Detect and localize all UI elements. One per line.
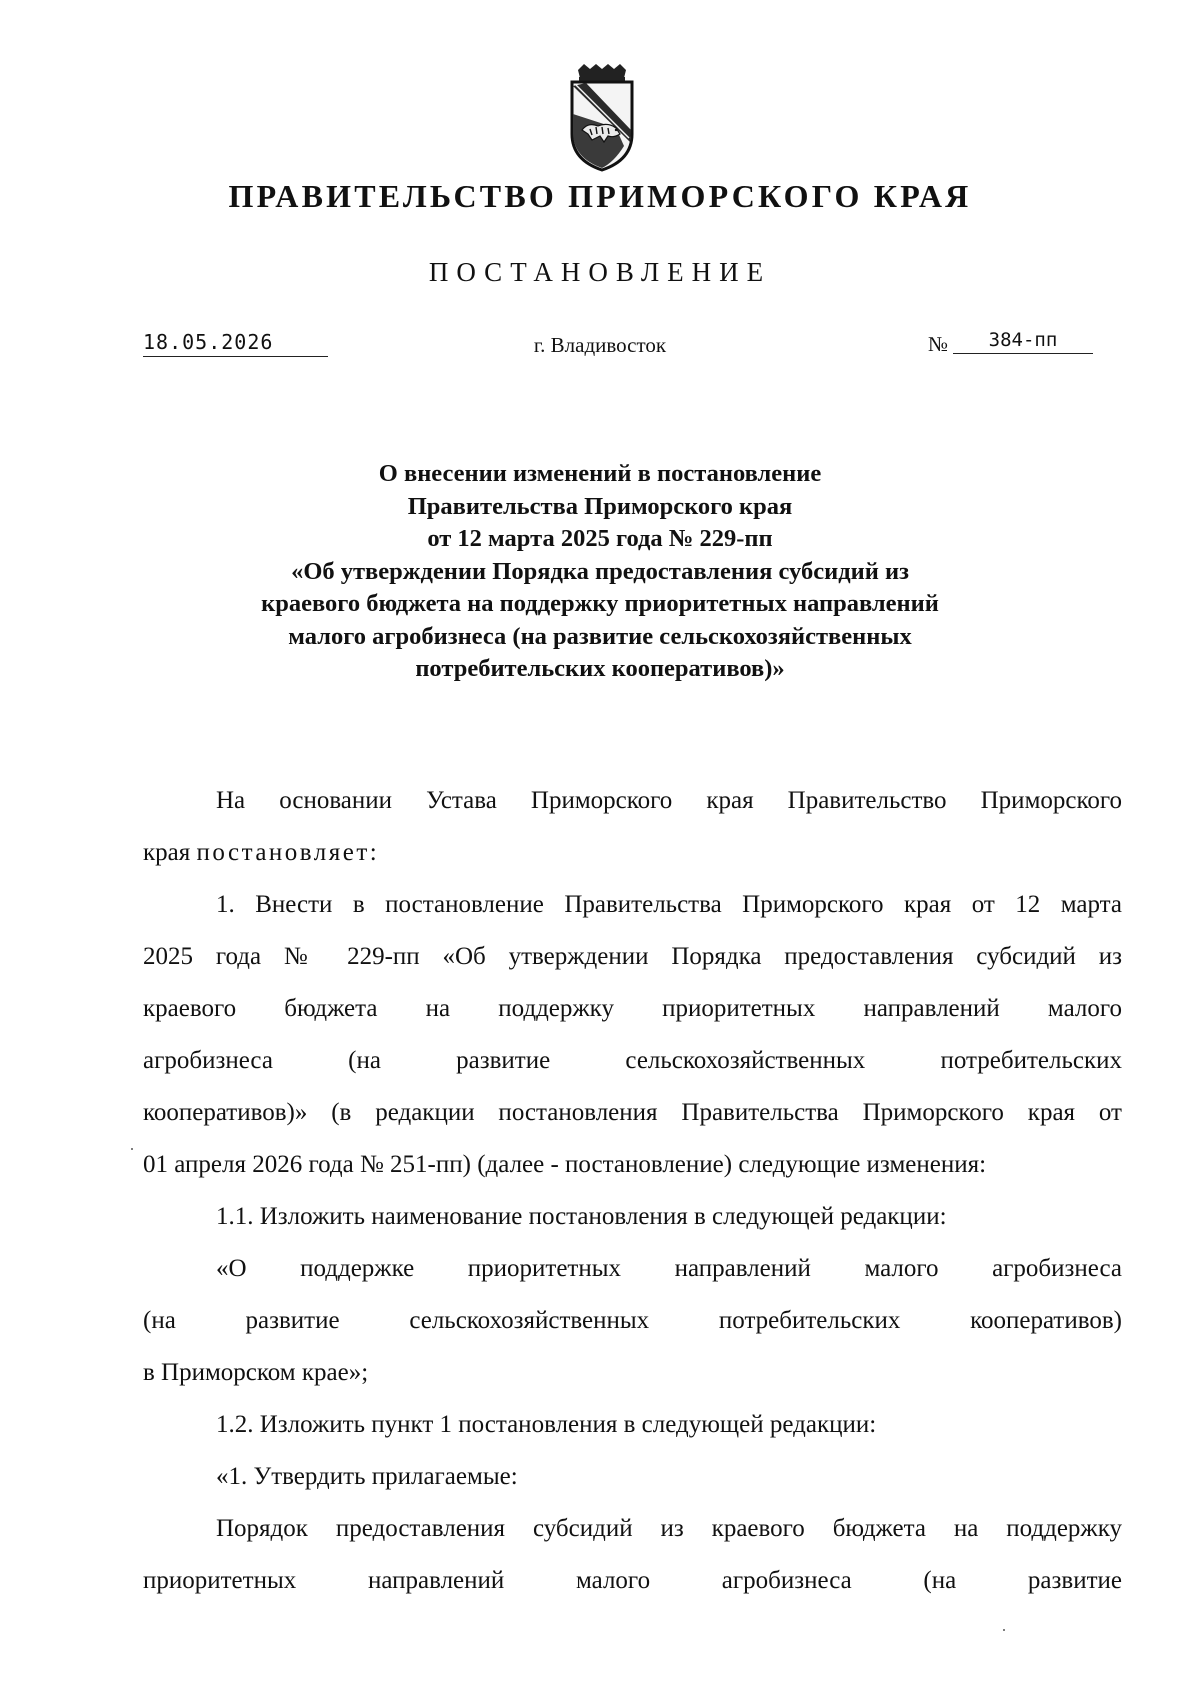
document-body [143, 775, 1122, 1607]
document-date: 18.05.2026 [143, 330, 328, 357]
paragraph-line: 2025 года № 229-пп «Об утверждении Порядка предоставления субсидий из [143, 943, 1122, 970]
number-sign: № [928, 332, 949, 356]
subitem-1-1: 1.1. Изложить наименование постановления в следующей редакции: [216, 1203, 947, 1230]
paragraph-line: (на развитие сельскохозяйственных потребительских кооперативов) [143, 1307, 1122, 1334]
document-type: ПОСТАНОВЛЕНИЕ [428, 257, 772, 287]
title-line: О внесении изменений в постановление [378, 460, 822, 487]
title-line: краевого бюджета на поддержку приоритетных направлений [261, 590, 939, 617]
preamble-line [143, 827, 1122, 879]
paragraph-line: 1. Внести в постановление Правительства Приморского края от 12 марта [216, 891, 1122, 918]
document-title [0, 458, 1200, 686]
paragraph-line: краевого бюджета на поддержку приоритетных направлений малого [143, 995, 1122, 1022]
title-line: потребительских кооперативов)» [415, 655, 785, 682]
document-number: 384-пп [953, 329, 1093, 354]
paragraph-line: кооперативов)» (в редакции постановления Правительства Приморского края от [143, 1099, 1122, 1126]
title-line: малого агробизнеса (на развитие сельскохозяйственных [288, 622, 912, 650]
subitem-1-2: 1.2. Изложить пункт 1 постановления в следующей редакции: [216, 1411, 877, 1438]
organization-name: ПРАВИТЕЛЬСТВО ПРИМОРСКОГО КРАЯ [228, 178, 972, 214]
paragraph-line: «О поддержке приоритетных направлений малого агробизнеса [216, 1255, 1122, 1282]
coat-of-arms-icon [564, 64, 640, 174]
title-line: Правительства Приморского края [407, 492, 793, 520]
paragraph-line: агробизнеса (на развитие сельскохозяйственных потребительских [143, 1047, 1122, 1074]
scan-speck [1003, 1629, 1005, 1631]
scan-speck [131, 1148, 133, 1150]
resolves-word: постановляет: [196, 839, 380, 866]
title-line: «Об утверждении Порядка предоставления субсидий из [291, 557, 909, 585]
title-line: от 12 марта 2025 года № 229-пп [427, 525, 773, 552]
preamble-text: края [143, 839, 197, 866]
paragraph-line: приоритетных направлений малого агробизнеса (на развитие [143, 1567, 1122, 1594]
preamble-line: На основании Устава Приморского края Правительство Приморского [216, 787, 1122, 814]
paragraph-line: «1. Утвердить прилагаемые: [216, 1463, 518, 1490]
document-city: г. Владивосток [533, 333, 667, 357]
paragraph-line: Порядок предоставления субсидий из краевого бюджета на поддержку [216, 1515, 1122, 1542]
paragraph-line: в Приморском крае»; [143, 1359, 369, 1386]
paragraph-line: 01 апреля 2026 года № 251-пп) (далее - постановление) следующие изменения: [143, 1151, 987, 1178]
